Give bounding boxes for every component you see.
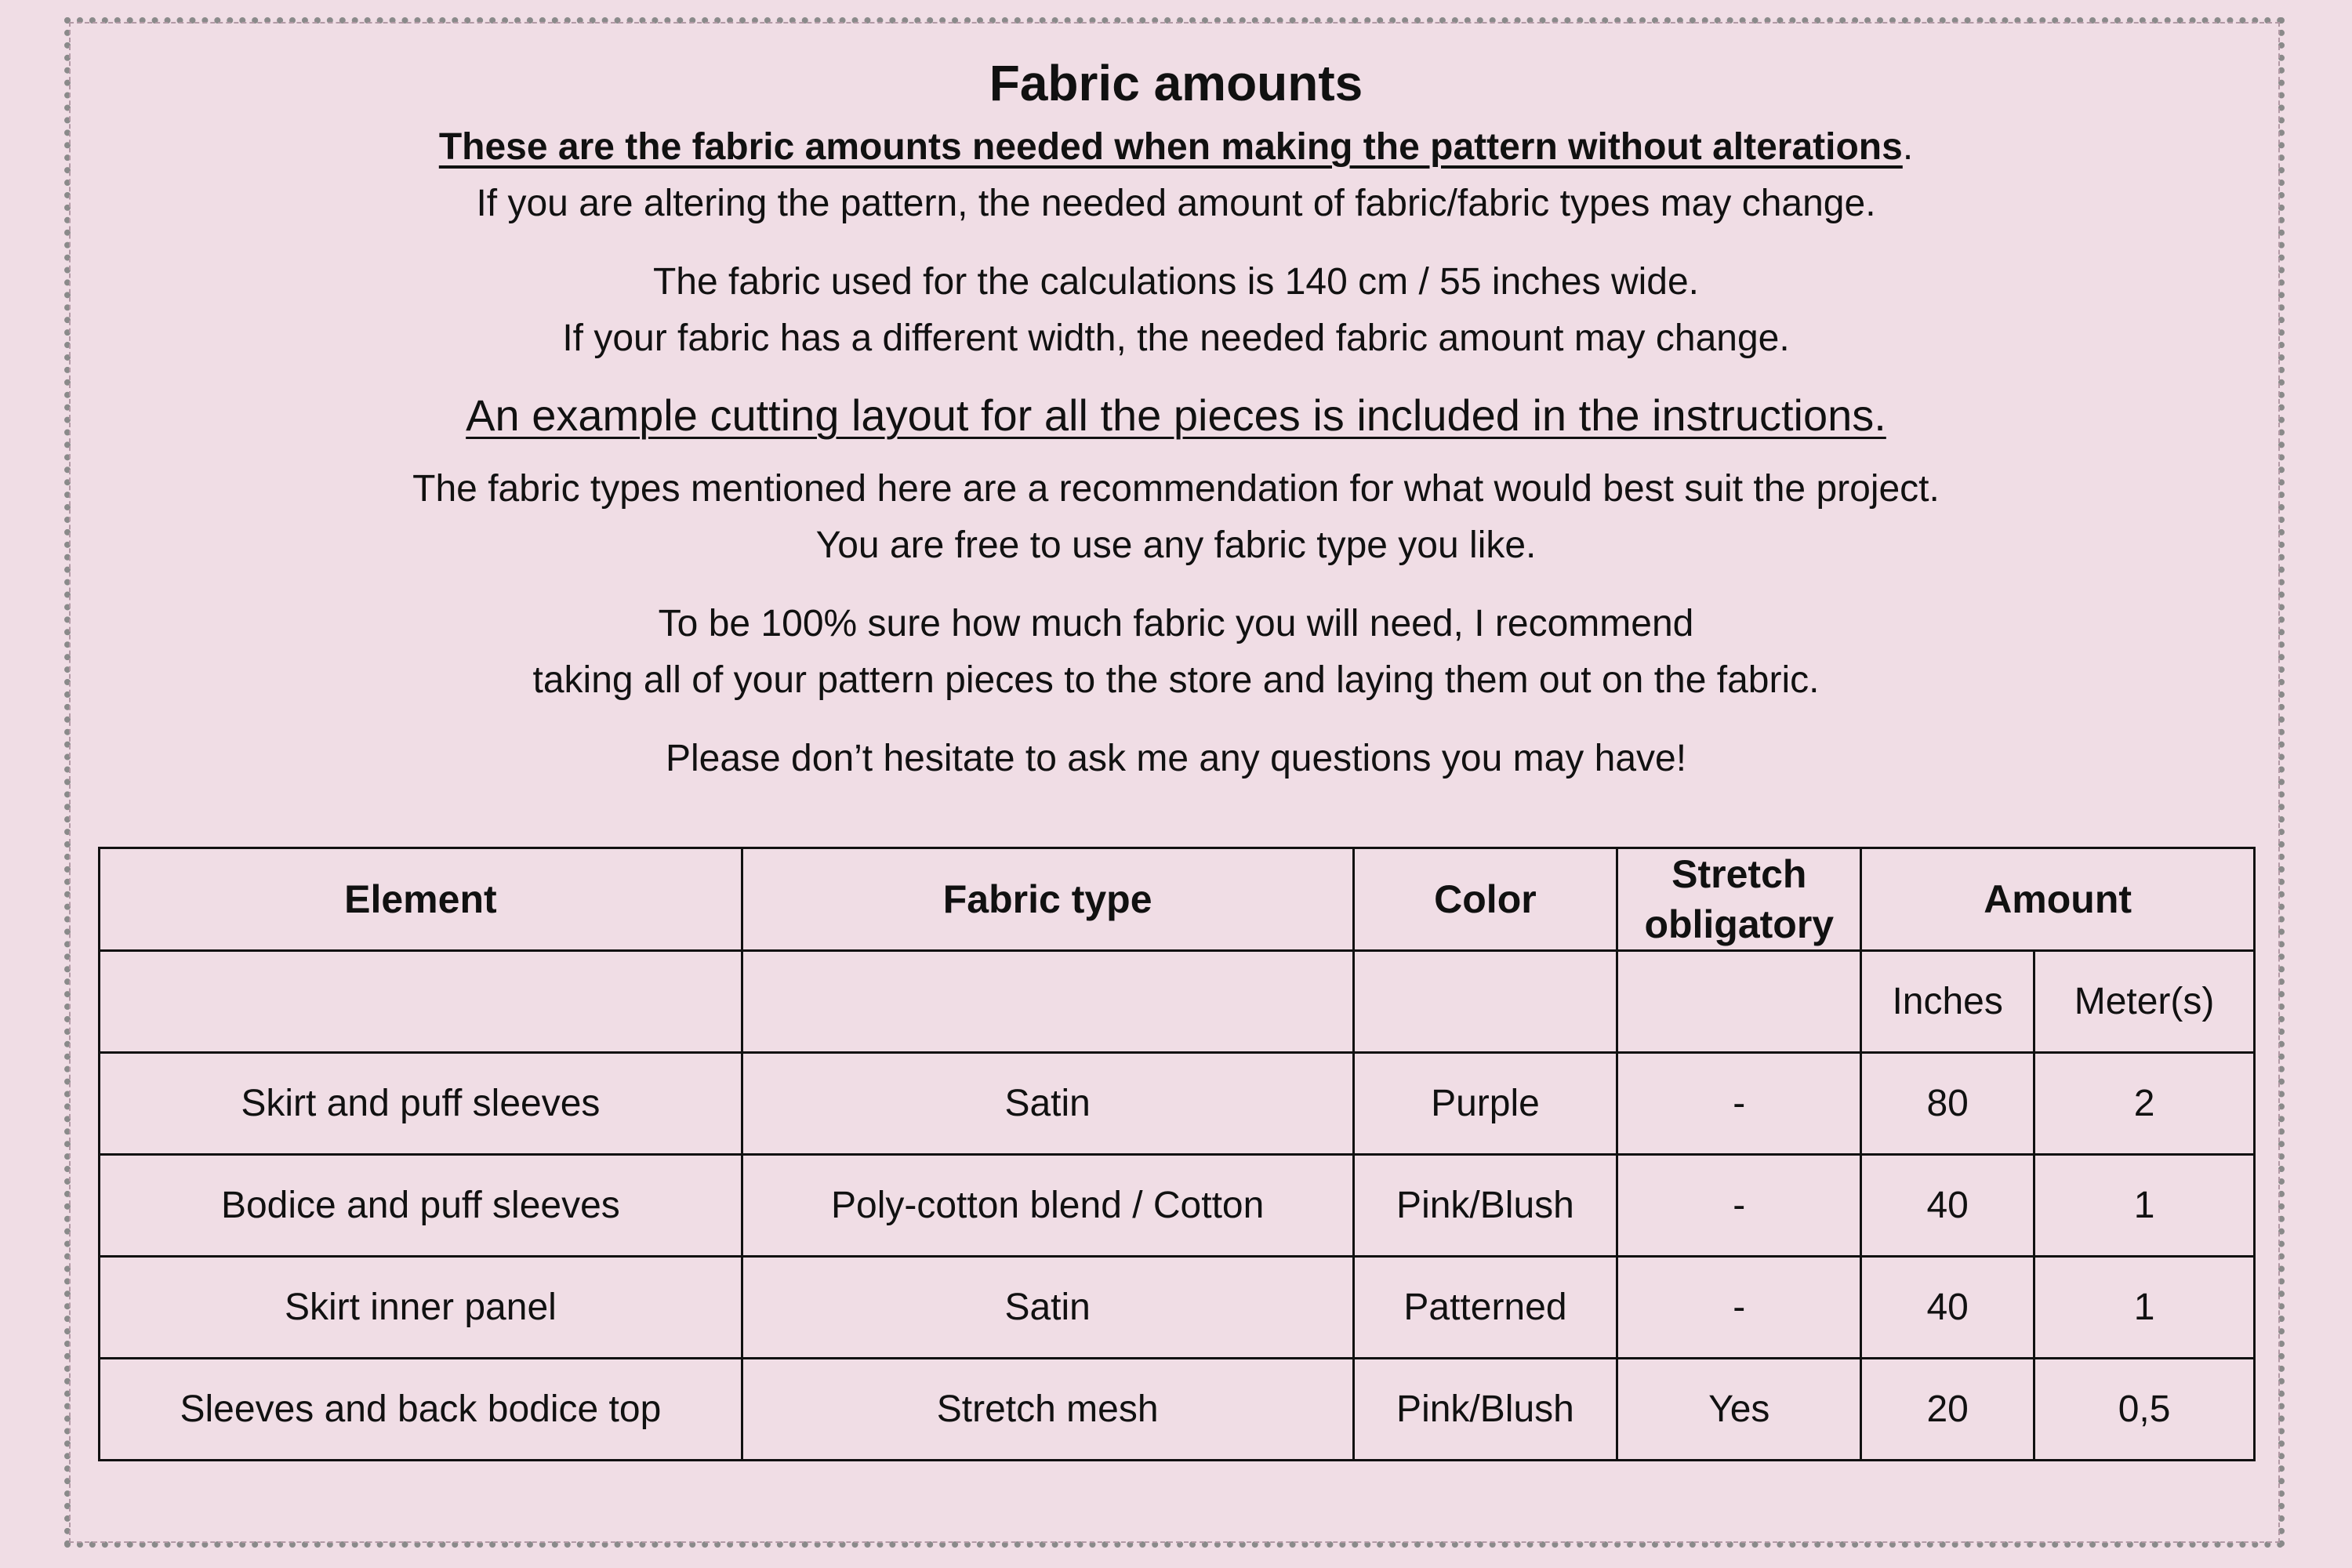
intro-section <box>78 47 2274 787</box>
emphasis-text: These are the fabric amounts needed when making the pattern without alterations <box>438 126 1903 168</box>
subheader-inches: Inches <box>1861 951 2034 1053</box>
empty-cell <box>100 951 742 1053</box>
cell-element: Sleeves and back bodice top <box>100 1359 742 1461</box>
cell-stretch: - <box>1617 1257 1861 1359</box>
fabric-table <box>98 847 2256 1461</box>
empty-cell <box>742 951 1353 1053</box>
sure-note-1: To be 100% sure how much fabric you will need, I recommend <box>658 603 1694 644</box>
emphasis-line <box>78 119 2274 176</box>
header-amount: Amount <box>1861 848 2255 951</box>
table-header-row <box>100 848 2255 951</box>
cell-meters: 1 <box>2034 1257 2255 1359</box>
questions-note: Please don’t hesitate to ask me any questions you may have! <box>665 738 1687 779</box>
cell-color: Patterned <box>1353 1257 1617 1359</box>
header-stretch-line-2: obligatory <box>1644 902 1835 946</box>
width-note-2: If your fabric has a different width, the needed fabric amount may change. <box>562 318 1790 359</box>
header-color: Color <box>1353 848 1617 951</box>
layout-note: An example cutting layout for all the pieces is included in the instructions. <box>466 390 1886 440</box>
alter-note: If you are altering the pattern, the needed amount of fabric/fabric types may change. <box>476 183 1876 224</box>
types-note-2: You are free to use any fabric type you like. <box>815 524 1537 566</box>
cell-stretch: - <box>1617 1053 1861 1155</box>
cell-element: Skirt and puff sleeves <box>100 1053 742 1155</box>
cell-fabric-type: Satin <box>742 1053 1353 1155</box>
width-note-1: The fabric used for the calculations is 140 cm / 55 inches wide. <box>652 261 1699 303</box>
cell-element: Bodice and puff sleeves <box>100 1155 742 1257</box>
cell-stretch: - <box>1617 1155 1861 1257</box>
cell-meters: 2 <box>2034 1053 2255 1155</box>
table-subheader-row <box>100 951 2255 1053</box>
cell-color: Pink/Blush <box>1353 1359 1617 1461</box>
cell-inches: 40 <box>1861 1155 2034 1257</box>
empty-cell <box>1617 951 1861 1053</box>
cell-fabric-type: Satin <box>742 1257 1353 1359</box>
page-title: Fabric amounts <box>989 55 1363 111</box>
cell-fabric-type: Poly-cotton blend / Cotton <box>742 1155 1353 1257</box>
cell-meters: 1 <box>2034 1155 2255 1257</box>
cell-inches: 40 <box>1861 1257 2034 1359</box>
cell-color: Purple <box>1353 1053 1617 1155</box>
header-stretch <box>1617 848 1861 951</box>
table-row <box>100 1053 2255 1155</box>
emphasis-punct: . <box>1902 126 1914 168</box>
cell-meters: 0,5 <box>2034 1359 2255 1461</box>
table-row <box>100 1359 2255 1461</box>
header-element: Element <box>100 848 742 951</box>
cell-inches: 80 <box>1861 1053 2034 1155</box>
empty-cell <box>1353 951 1617 1053</box>
header-stretch-line-1: Stretch <box>1671 852 1807 896</box>
subheader-meters: Meter(s) <box>2034 951 2255 1053</box>
cell-color: Pink/Blush <box>1353 1155 1617 1257</box>
sure-note-2: taking all of your pattern pieces to the store and laying them out on the fabric. <box>532 659 1820 701</box>
cell-fabric-type: Stretch mesh <box>742 1359 1353 1461</box>
table-row <box>100 1257 2255 1359</box>
cell-element: Skirt inner panel <box>100 1257 742 1359</box>
types-note-1: The fabric types mentioned here are a recommendation for what would best suit the project. <box>412 468 1940 510</box>
table-row <box>100 1155 2255 1257</box>
cell-inches: 20 <box>1861 1359 2034 1461</box>
header-fabric-type: Fabric type <box>742 848 1353 951</box>
cell-stretch: Yes <box>1617 1359 1861 1461</box>
